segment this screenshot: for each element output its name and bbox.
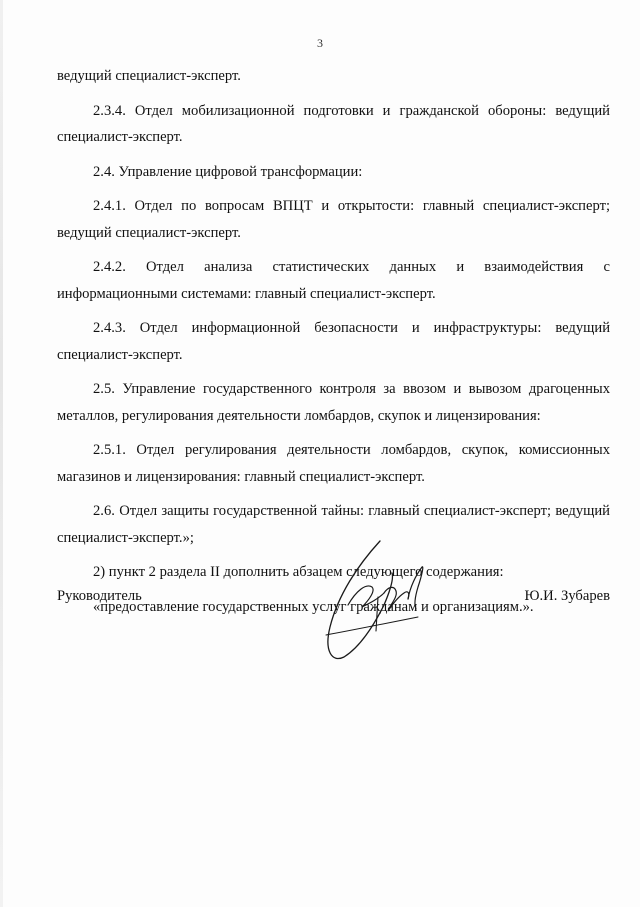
- paragraph-2-4-2: 2.4.2. Отдел анализа статистических данных и взаимодействия с информационными системами: главный специалист-эксперт.: [57, 259, 610, 302]
- signatory-name: Ю.И. Зубарев: [524, 588, 610, 604]
- paragraph-2-3-4: 2.3.4. Отдел мобилизационной подготовки и гражданской обороны: ведущий специалист-эксперт.: [57, 102, 610, 145]
- page-number: 3: [317, 36, 323, 50]
- handwritten-signature: [318, 535, 448, 675]
- paragraph-2-5-1: 2.5.1. Отдел регулирования деятельности ломбардов, скупок, комиссионных магазинов и лицензирования: главный специалист-эксперт.: [57, 442, 610, 485]
- scan-edge: [0, 0, 3, 907]
- signatory-title: Руководитель: [57, 588, 142, 604]
- paragraph-2-4-1: 2.4.1. Отдел по вопросам ВПЦТ и открытости: главный специалист-эксперт; ведущий специалист-эксперт.: [57, 198, 610, 241]
- paragraph-quote: «предоставление государственных услуг гражданам и организациям.».: [93, 598, 534, 615]
- paragraph-2-6: 2.6. Отдел защиты государственной тайны: главный специалист-эксперт; ведущий специалист-эксперт.»;: [57, 503, 610, 546]
- paragraph-item-2: 2) пункт 2 раздела II дополнить абзацем следующего содержания:: [93, 564, 504, 580]
- paragraph-2-4: 2.4. Управление цифровой трансформации:: [93, 163, 363, 180]
- paragraph-2-5: 2.5. Управление государственного контроля за ввозом и вывозом драгоценных металлов, регулирования деятельности ломбардов, скупок и лицензирования:: [57, 381, 610, 424]
- paragraph-2-4-3: 2.4.3. Отдел информационной безопасности и инфраструктуры: ведущий специалист-эксперт.: [57, 320, 610, 363]
- paragraph-continuation: ведущий специалист-эксперт.: [57, 68, 241, 84]
